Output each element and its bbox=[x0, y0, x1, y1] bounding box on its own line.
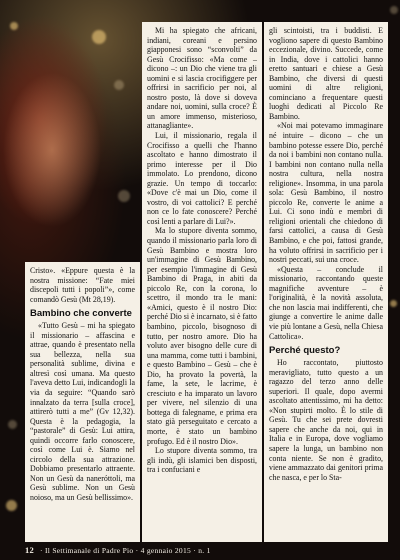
paragraph: «Tutto Gesù – mi ha spiegato il missionario – affascina e attrae, quando è presentato nella sua bellezza, nella sua personalità sublime, divina e altresì così umana. Ma questo l'aveva detto Lui, indicandogli la via da seguire: “Quando sarò innalzato da terra [sulla croce], attirerò tutti a me” (Gv 12,32). Questa è la pedagogia, la “pastorale” di Gesù: Lui attira, quindi occorre farlo conoscere, così come Lui è. Siamo nel circolo della sua attrazione. Dobbiamo presentarlo attraente. Non un Gesù da naneróttoli, ma Gesù sublime. Non un Gesù noioso, ma un Gesù bellissimo». bbox=[30, 321, 135, 503]
section-heading: Bambino che converte bbox=[30, 308, 132, 320]
text-column-1 bbox=[25, 262, 140, 542]
bokeh-light bbox=[114, 80, 124, 90]
text-column-2 bbox=[142, 22, 262, 542]
bokeh-light bbox=[92, 30, 106, 44]
paragraph: gli scintoisti, tra i buddisti. E vogliono sapere di questo Bambino eccezionale, divino. Succede, come in India, dove i cattolici hanno eretto santuari e chiese a Gesù Bambino, che diversi di questi uomini di altre religioni, cominciano a frequentare questi luoghi dedicati al Piccolo Re Bambino. bbox=[269, 26, 383, 121]
paragraph: Lo stupore diventa sommo, tra gli indù, gli islamici ben disposti, tra i confuciani e bbox=[147, 446, 257, 475]
paragraph: Cristo». «Eppure questa è la nostra missione: “Fate miei discepoli tutti i popoli”», come comandò Gesù (Mt 28,19). bbox=[30, 266, 135, 304]
text-column-3 bbox=[264, 22, 388, 542]
bokeh-light bbox=[10, 22, 18, 30]
bokeh-light bbox=[390, 300, 397, 307]
paragraph: Ma lo stupore diventa sommo, quando il missionario parla loro di Gesù Bambino e mostra loro un'immagine di Gesù Bambino, per esempio l'immagine di Gesù Bambino di Praga, in abiti da piccolo Re, con la corona, lo scettro, il mondo tra le mani: «Amici, questo è il nostro Dio: perché Dio si è incarnato, si è fatto bambino, piccolo, bisognoso di tutto, per nostro amore. Dio ha voluto aver bisogno delle cure di una mamma, come tutti i bambini, e questo Bambino – Gesù – che è Dio, ha provato la povertà, la fame, la sete, le lacrime, è cresciuto e ha imparato un lavoro per vivere, nel silenzio di una bottega di falegname, e prima era stato già perseguitato e cercato a morte, è stato un bambino profugo. Ed è il nostro Dio». bbox=[147, 226, 257, 446]
section-heading: Perché questo? bbox=[269, 345, 341, 357]
bokeh-light bbox=[118, 190, 130, 202]
bokeh-light bbox=[8, 420, 17, 429]
bokeh-light bbox=[390, 6, 398, 14]
bokeh-light bbox=[6, 500, 17, 511]
paragraph: Mi ha spiegato che africani, indiani, coreani e persino giapponesi sono “sconvolti” da Gesù Crocifisso: «Ma come – dicono –: un Dio che viene tra gli uomini e si lascia crocifiggere per offrirsi in sacrificio per noi, al nostro posto, là dove si doveva andare noi, uomini, sulla croce? È un amore immenso, misterioso, attanagliante». bbox=[147, 26, 257, 131]
footer-text: · Il Settimanale di Padre Pio · 4 gennaio 2015 · n. 1 bbox=[40, 546, 211, 555]
page-footer bbox=[0, 540, 400, 560]
paragraph: Ho raccontato, piuttosto meravigliato, tutto questo a un ragazzo del terzo anno delle superiori. Il quale, dopo avermi ascoltato attentissimo, mi ha detto: «Non stupirti molto. È lo stile di Gesù. Tu che sei prete dovresti sapere che anche da noi, qui in Italia e in Europa, dove vogliamo sapere la lunga, un bambino non conta niente. Se non è gradito, viene ammazzato dai genitori prima che nasca, e per lo Sta- bbox=[269, 358, 383, 482]
paragraph: «Questa – conclude il missionario, raccontando queste magnifiche avventure – è l'originalità, è la novità assoluta, che non lascia mai indifferenti, che giunge a convertire le anime dalle vie più lontane a Gesù, nella Chiesa Cattolica». bbox=[269, 264, 383, 341]
page-number: 12 bbox=[25, 545, 35, 555]
paragraph: Lui, il missionario, regala il Crocifisso a quelli che l'hanno ascoltato e hanno dimostrato il primo interesse per il Dio immolato. Lo prendono, dicono grazie. Un tempo di toccarlo: «Dove c'è mai un Dio, come il vostro, di voi cattolici? E perché non ce lo fate conoscere? Perché così lenti a parlare di Lui?». bbox=[147, 131, 257, 226]
paragraph: «Noi mai potevamo immaginare né intuire – dicono – che un bambino potesse essere Dio, perché da noi i bambini non contano nulla. I bambini non contano nulla nella nostra cultura, nella nostra religione». Insomma, in una parola sola: Gesù Bambino, il nostro piccolo Re, converte le anime a Lui. Ci sono indù e membri di religioni orientali che chiedono di farsi cattolici, a causa di Gesù Bambino, e che poi, fattosi grande, ha voluto offrirsi in sacrificio per i nostri peccati, sui una croce. bbox=[269, 121, 383, 265]
